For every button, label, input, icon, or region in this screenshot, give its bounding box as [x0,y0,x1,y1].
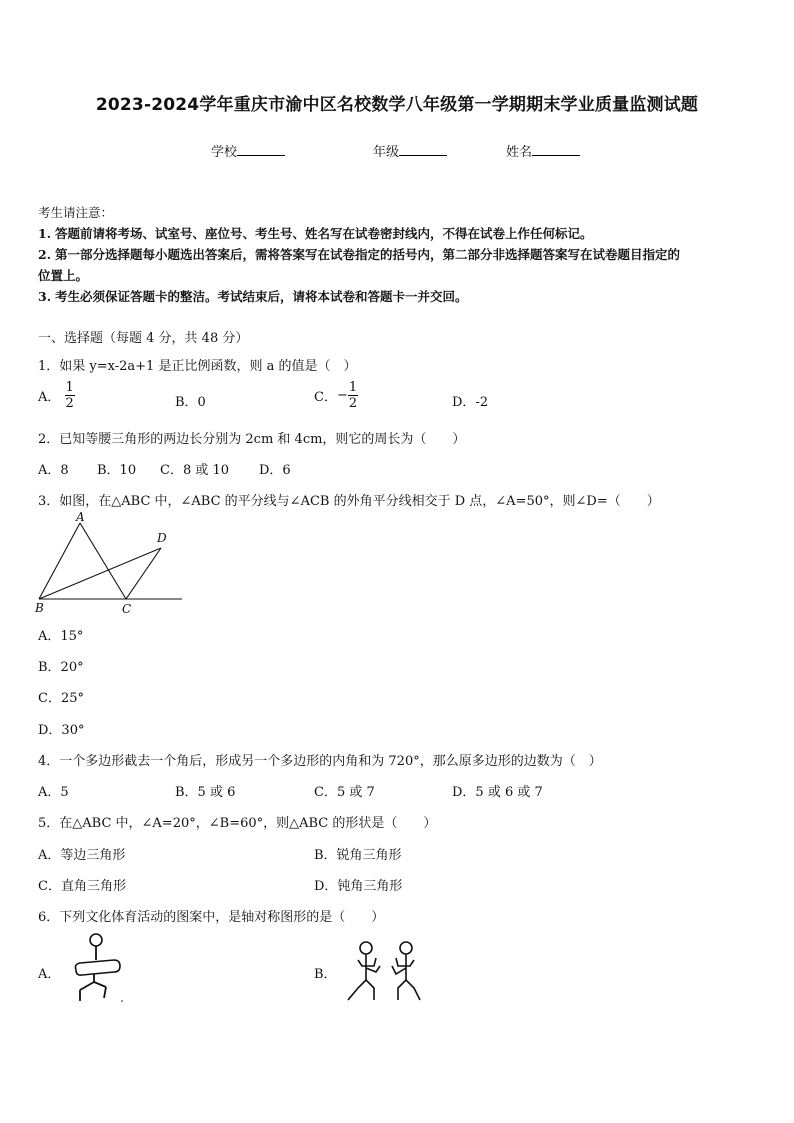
q1-c-denominator: 2 [348,396,358,411]
q3-stem: 3．如图，在△ABC 中，∠ABC 的平分线与∠ACB 的外角平分线相交于 D 点，∠A=50°，则∠D=（ ） [38,494,660,509]
q1-option-d: D．-2 [452,395,489,410]
notice-item-3-text: 考生必须保证答题卡的整洁。考试结束后，请将本试卷和答题卡一并交回。 [55,289,468,304]
q1-c-sign: − [336,388,348,403]
q4-option-c: C．5 或 7 [314,785,375,800]
notice-heading: 考生请注意： [38,205,114,220]
school-blank [237,143,285,156]
q4-option-d: D．5 或 6 或 7 [452,785,543,800]
notice-item-2-cont-text: 位置上。 [38,268,89,283]
page-title: 2023-2024学年重庆市渝中区名校数学八年级第一学期期末学业质量监测试题 [95,95,699,115]
grade-blank [399,143,447,156]
q6-option-a-figure [66,930,128,1004]
q3-label-d: D [157,531,167,545]
notice-item-1-num: 1. [38,226,52,241]
q4-stem: 4．一个多边形截去一个角后，形成另一个多边形的内角和为 720°，那么原多边形的边数为（ ） [38,754,602,769]
q3-line-ac [80,523,126,599]
q3-option-c: C．25° [38,691,84,706]
q5-stem: 5．在△ABC 中，∠A=20°，∠B=60°，则△ABC 的形状是（ ） [38,816,437,831]
q3-label-b: B [35,601,44,615]
notice-item-3-num: 3. [38,289,52,304]
q1-a-denominator: 2 [65,396,74,411]
q2-option-a: A．8 [38,463,69,478]
school-field [211,141,285,160]
q1-c-fraction [348,380,358,411]
q6-option-b-label: B． [314,967,337,982]
notice-item-2 [38,245,680,263]
q5-option-b: B．锐角三角形 [314,848,402,863]
notice-item-2-cont [38,266,88,284]
q1-c-label: C． [314,390,337,405]
q1-option-b: B．0 [175,395,206,410]
q2-option-b: B．10 [97,463,137,478]
notice-item-2-num: 2. [38,247,52,262]
q5-option-d: D．钝角三角形 [314,879,403,894]
q3-option-d: D．30° [38,723,85,738]
q1-option-a [38,380,75,411]
q4-option-b: B．5 或 6 [175,785,236,800]
notice-item-1-text: 答题前请将考场、试室号、座位号、考生号、姓名写在试卷密封线内，不得在试卷上作任何标记。 [55,226,593,241]
notice-item-1 [38,224,593,242]
q3-option-b: B．20° [38,660,84,675]
name-blank [532,143,580,156]
q4-option-a: A．5 [38,785,69,800]
notice-item-2-text: 第一部分选择题每小题选出答案后，需将答案写在试卷指定的括号内，第二部分非选择题答案写在试卷题目指定的 [55,247,681,262]
q6-stem: 6．下列文化体育活动的图案中，是轴对称图形的是（ ） [38,910,385,925]
q3-line-ab [39,523,80,599]
q3-option-a: A．15° [38,629,84,644]
grade-label: 年级 [373,145,400,160]
q5-option-a: A．等边三角形 [38,848,126,863]
name-field [506,141,580,160]
q1-stem: 1．如果 y=x-2a+1 是正比例函数，则 a 的值是（ ） [38,359,357,374]
q3-triangle-figure [30,508,190,620]
q1-a-numerator: 1 [65,380,74,395]
name-label: 姓名 [506,145,533,160]
q2-option-c: C．8 或 10 [160,463,230,478]
q3-label-c: C [122,602,132,616]
q6-option-b-figure [344,936,422,1004]
grade-field [373,141,447,160]
notice-item-3 [38,287,468,305]
q6-option-a-label: A． [38,967,61,982]
school-label: 学校 [211,145,238,160]
q3-label-a: A [76,510,85,524]
q1-option-c [314,380,358,411]
q1-a-label: A． [38,390,61,405]
section-heading: 一、选择题（每题 4 分，共 48 分） [38,331,249,346]
q5-option-c: C．直角三角形 [38,879,126,894]
q1-a-fraction [65,380,75,411]
q1-c-numerator: 1 [348,380,358,395]
q2-option-d: D．6 [259,463,291,478]
q2-stem: 2．已知等腰三角形的两边长分别为 2cm 和 4cm，则它的周长为（ ） [38,432,466,447]
